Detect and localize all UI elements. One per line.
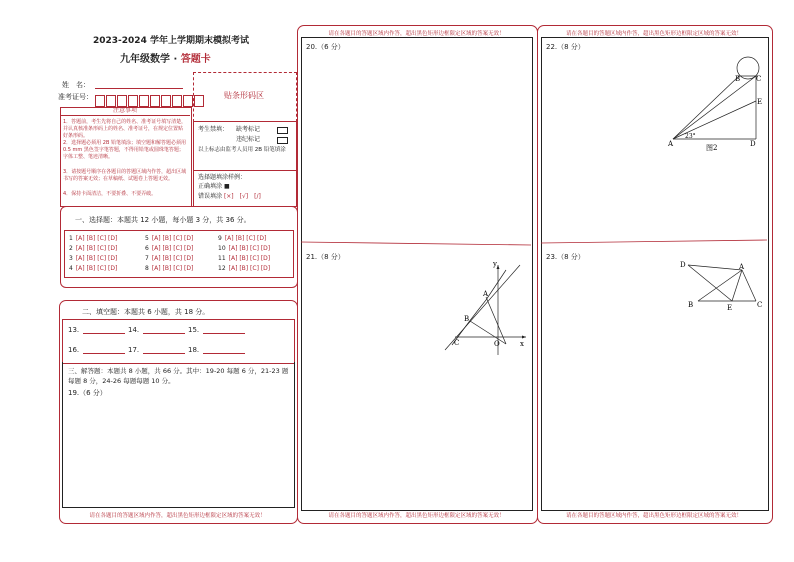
violation-checkbox[interactable]: [277, 137, 288, 144]
warning-text: 请在各题目的答题区域内作答，超出黑色矩形边框限定区域的答案无效！: [328, 513, 505, 519]
candidate-label: 考生禁填：: [198, 126, 229, 133]
violation-label: 违纪标记: [236, 136, 261, 143]
blank-17[interactable]: 17.: [128, 346, 185, 354]
mc-row[interactable]: 3 [A] [B] [C] [D]: [69, 255, 118, 262]
section1-title: 一、选择题：本题共 12 小题，每小题 3 分，共 36 分。: [75, 216, 251, 224]
fig21-A-label: A: [483, 290, 489, 298]
missing-label: 缺考标记: [236, 126, 261, 133]
notice-item: 4．保持卡面清洁，不要折叠、不要弄破。: [63, 191, 157, 197]
notice-item: 3．请按题号顺序在各题目的答题区域内作答，超出区域书写的答案无效；在草稿纸、试题卷上答题无效。: [63, 169, 187, 182]
wrong-fill-marks: [×] [√] [/]: [223, 193, 261, 200]
fig22-caption: 图2: [706, 144, 718, 152]
correct-fill: [198, 183, 230, 191]
figure-21: [440, 260, 530, 360]
candidate-note: 以上标志由监考人员用 2B 铅笔填涂: [198, 147, 286, 153]
notice-item: 2．选择题必须用 2B 铅笔填涂；填空题和解答题必须用 0.5 mm 黑色签字笔答题，不得用铅笔或圆珠笔答题；字体工整、笔迹清晰。: [63, 140, 186, 160]
mc-row[interactable]: 5 [A] [B] [C] [D]: [145, 235, 194, 242]
q20-label: 20.（6 分）: [306, 43, 345, 51]
warning-text: 请在各题目的答题区域内作答，超出黑色矩形边框限定区域的答案无效！: [89, 513, 266, 519]
blank-13[interactable]: 13.: [68, 326, 125, 334]
wrong-fill-label: 错误填涂: [198, 193, 223, 200]
fig23-D-label: D: [680, 261, 686, 269]
fig23-A-label: A: [739, 263, 745, 271]
correct-fill-mark: ■: [223, 183, 230, 190]
mc-row[interactable]: 1 [A] [B] [C] [D]: [69, 235, 118, 242]
mc-row[interactable]: 9 [A] [B] [C] [D]: [218, 235, 267, 242]
mc-row[interactable]: 7 [A] [B] [C] [D]: [145, 255, 194, 262]
fig21-y-label: y: [493, 260, 497, 268]
blank-16[interactable]: 16.: [68, 346, 125, 354]
notice-title: 注意事项: [60, 107, 190, 116]
fig22-D-label: D: [750, 140, 756, 148]
mc-row[interactable]: 12 [A] [B] [C] [D]: [218, 265, 271, 272]
notice-item: 1．答题前，考生先将自己的姓名、准考证号填写清楚，并认真核准条形码上的姓名、准考证号，在规定位置贴好条形码。: [63, 119, 187, 139]
q22-label: 22.（8 分）: [546, 43, 585, 51]
subtitle-dot: ·: [173, 54, 178, 65]
fig21-x-label: x: [520, 340, 524, 348]
q21-label: 21.（8 分）: [306, 253, 345, 261]
figure-22: [660, 50, 770, 160]
fig22-C-label: C: [756, 75, 762, 83]
fig22-angle-label: 23°: [685, 133, 696, 140]
fig21-B-label: B: [464, 315, 470, 323]
id-label: 准考证号：: [58, 93, 93, 101]
fig22-B-label: B: [735, 75, 741, 83]
fig21-O-label: O: [494, 340, 500, 348]
barcode-area-label: 贴条形码区: [224, 91, 264, 100]
correct-fill-label: 正确填涂: [198, 183, 223, 190]
fig21-C-label: C: [454, 339, 460, 347]
blank-18[interactable]: 18.: [188, 346, 245, 354]
section3-title: 三、解答题：本题共 8 小题，共 66 分。其中：19-20 每题 6 分，21-23 题每题 8 分，24-26 每题每题 10 分。: [68, 367, 289, 385]
warning-text: 请在各题目的答题区域内作答，超出黑色矩形边框限定区域的答案无效！: [565, 513, 742, 519]
mc-row[interactable]: 11 [A] [B] [C] [D]: [218, 255, 271, 262]
exam-title: 2023-2024 学年上学期期末模拟考试: [93, 36, 249, 46]
answer-card-label: 答题卡: [180, 54, 211, 65]
name-label: 姓 名：: [62, 81, 90, 89]
mc-row[interactable]: 4 [A] [B] [C] [D]: [69, 265, 118, 272]
fig23-E-label: E: [727, 304, 733, 312]
q19-label: 19.（6 分）: [68, 389, 107, 397]
subject-label: 九年级数学: [120, 54, 170, 65]
mc-row[interactable]: 8 [A] [B] [C] [D]: [145, 265, 194, 272]
name-line[interactable]: [95, 88, 183, 89]
q23-label: 23.（8 分）: [546, 253, 585, 261]
fig23-C-label: C: [757, 301, 763, 309]
blank-14[interactable]: 14.: [128, 326, 185, 334]
fig22-E-label: E: [757, 98, 763, 106]
exam-subtitle: [120, 50, 211, 65]
fill-example-title: 选择题填涂样例：: [198, 174, 247, 181]
mc-row[interactable]: 10 [A] [B] [C] [D]: [218, 245, 271, 252]
mc-row[interactable]: 2 [A] [B] [C] [D]: [69, 245, 118, 252]
fig22-A-label: A: [668, 140, 674, 148]
warning-text: 请在各题目的答题区域内作答，超出黑色矩形边框限定区域的答案无效！: [328, 31, 505, 37]
wrong-fill: [198, 193, 261, 201]
section2-title: 二、填空题：本题共 6 小题，共 18 分。: [82, 308, 210, 316]
fig23-B-label: B: [688, 301, 694, 309]
q19-answer-area[interactable]: [62, 362, 295, 508]
mc-row[interactable]: 6 [A] [B] [C] [D]: [145, 245, 194, 252]
missing-checkbox[interactable]: [277, 127, 288, 134]
blank-15[interactable]: 15.: [188, 326, 245, 334]
warning-text: 请在各题目的答题区域内作答，超出黑色矩形边框限定区域的答案无效！: [565, 31, 742, 37]
figure-23: [675, 258, 770, 318]
